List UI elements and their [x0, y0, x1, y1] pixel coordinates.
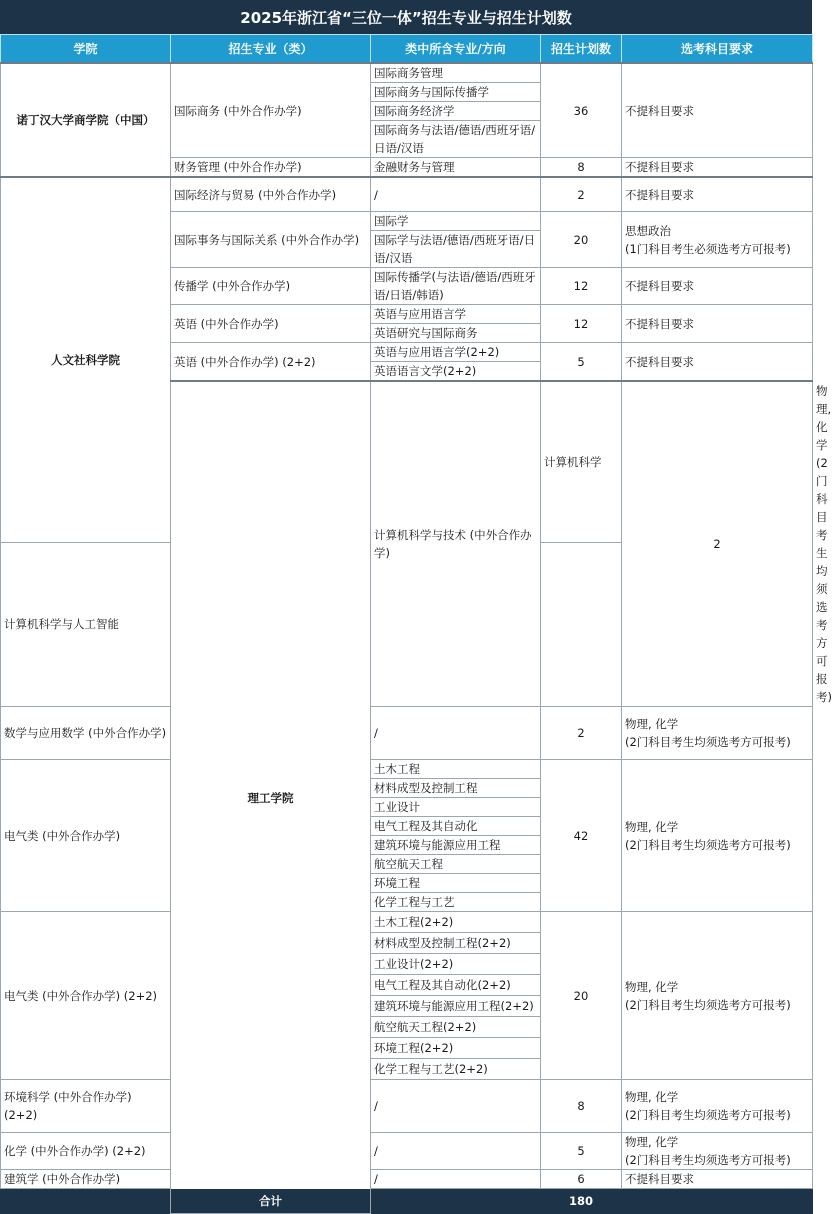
requirement-subjects: 物理, 化学 — [625, 1135, 679, 1149]
direction-cell: 化学工程与工艺(2+2) — [371, 1059, 541, 1080]
direction-cell: 环境工程 — [371, 874, 541, 893]
quota-cell: 5 — [541, 1133, 622, 1170]
direction-cell: 航空航天工程(2+2) — [371, 1017, 541, 1038]
major-cell: 传播学 (中外合作办学) — [171, 268, 371, 305]
direction-cell: / — [371, 1080, 541, 1133]
major-cell: 计算机科学与技术 (中外合作办学) — [371, 381, 541, 707]
requirement-cell: 不提科目要求 — [622, 1170, 813, 1189]
requirement-note: (2门科目考生均须选考方可报考) — [625, 1108, 791, 1122]
major-cell: 电气类 (中外合作办学) — [1, 760, 171, 912]
major-cell: 环境科学 (中外合作办学) (2+2) — [1, 1080, 171, 1133]
college-cell: 理工学院 — [171, 381, 371, 1214]
direction-cell: 计算机科学与人工智能 — [1, 542, 171, 706]
direction-cell: 建筑环境与能源应用工程 — [371, 836, 541, 855]
direction-cell: / — [371, 1133, 541, 1170]
direction-cell: 土木工程(2+2) — [371, 912, 541, 933]
quota-cell: 36 — [541, 63, 622, 158]
requirement-note: (2门科目考生均须选考方可报考) — [625, 735, 791, 749]
header-college: 学院 — [1, 35, 171, 64]
direction-cell: 国际商务与法语/德语/西班牙语/日语/汉语 — [371, 121, 541, 158]
direction-cell: 工业设计(2+2) — [371, 954, 541, 975]
direction-cell: 国际商务管理 — [371, 63, 541, 83]
requirement-subjects: 思想政治 — [625, 223, 671, 238]
direction-cell: / — [371, 1170, 541, 1189]
direction-cell: 材料成型及控制工程 — [371, 779, 541, 798]
total-label: 合计 — [1, 1189, 541, 1214]
requirement-cell — [622, 760, 813, 912]
header-row — [1, 35, 813, 64]
major-cell: 化学 (中外合作办学) (2+2) — [1, 1133, 171, 1170]
direction-cell: 电气工程及其自动化 — [371, 817, 541, 836]
table-row — [1, 177, 813, 212]
total-empty — [622, 1189, 813, 1214]
requirement-cell — [622, 1080, 813, 1133]
direction-cell: 国际商务经济学 — [371, 102, 541, 121]
major-cell: 电气类 (中外合作办学) (2+2) — [1, 912, 171, 1080]
requirement-note: (2门科目考生均须选考方可报考) — [625, 997, 791, 1012]
quota-cell: 2 — [622, 381, 813, 707]
quota-cell: 2 — [541, 177, 622, 212]
direction-cell: 计算机科学 — [541, 381, 622, 542]
major-cell: 英语 (中外合作办学) — [171, 305, 371, 343]
header-requirement: 选考科目要求 — [622, 35, 813, 64]
major-cell: 建筑学 (中外合作办学) — [1, 1170, 171, 1189]
major-cell: 英语 (中外合作办学) (2+2) — [171, 343, 371, 382]
requirement-cell — [622, 1133, 813, 1170]
enrollment-table — [0, 34, 832, 1214]
direction-cell: 化学工程与工艺 — [371, 893, 541, 912]
major-cell: 财务管理 (中外合作办学) — [171, 158, 371, 178]
direction-cell: 国际商务与国际传播学 — [371, 83, 541, 102]
quota-cell: 12 — [541, 305, 622, 343]
quota-cell: 8 — [541, 1080, 622, 1133]
table-row — [1, 707, 813, 760]
requirement-cell: 不提科目要求 — [622, 268, 813, 305]
quota-cell: 6 — [541, 1170, 622, 1189]
header-major: 招生专业（类） — [171, 35, 371, 64]
college-cell: 人文社科学院 — [1, 177, 171, 542]
major-cell: 数学与应用数学 (中外合作办学) — [1, 707, 171, 760]
total-value: 180 — [541, 1189, 622, 1214]
direction-cell: 土木工程 — [371, 760, 541, 779]
requirement-cell — [622, 912, 813, 1080]
requirement-cell: 不提科目要求 — [622, 177, 813, 212]
direction-cell: 航空航天工程 — [371, 855, 541, 874]
direction-cell: 建筑环境与能源应用工程(2+2) — [371, 996, 541, 1017]
requirement-subjects: 物理, 化学 — [625, 979, 679, 994]
quota-cell: 5 — [541, 343, 622, 382]
table-row: 理工学院 计算机科学与技术 (中外合作办学) 计算机科学 2 物理, 化学 (2门科目考生均须选考方可报考) — [1, 381, 813, 542]
table-row — [1, 63, 813, 83]
quota-cell: 12 — [541, 268, 622, 305]
direction-cell: 国际学 — [371, 212, 541, 231]
requirement-cell: 不提科目要求 — [622, 158, 813, 178]
direction-cell: 材料成型及控制工程(2+2) — [371, 933, 541, 954]
table-row — [1, 760, 813, 779]
total-row — [1, 1189, 813, 1214]
direction-cell: 英语与应用语言学 — [371, 305, 541, 324]
table-row — [1, 1133, 813, 1170]
major-cell: 国际商务 (中外合作办学) — [171, 63, 371, 158]
quota-cell: 8 — [541, 158, 622, 178]
direction-cell: 电气工程及其自动化(2+2) — [371, 975, 541, 996]
table-row — [1, 1080, 813, 1133]
quota-cell: 2 — [541, 707, 622, 760]
requirement-cell: 不提科目要求 — [622, 63, 813, 158]
college-cell: 诺丁汉大学商学院（中国） — [1, 63, 171, 177]
direction-cell: 英语研究与国际商务 — [371, 324, 541, 343]
major-cell: 国际事务与国际关系 (中外合作办学) — [171, 212, 371, 268]
table-row — [1, 1170, 813, 1189]
quota-cell: 42 — [541, 760, 622, 912]
direction-cell: 英语语言文学(2+2) — [371, 362, 541, 382]
table-row — [1, 912, 813, 933]
requirement-cell — [622, 707, 813, 760]
header-quota: 招生计划数 — [541, 35, 622, 64]
direction-cell: / — [371, 177, 541, 212]
requirement-note: (2门科目考生均须选考方可报考) — [625, 837, 791, 852]
requirement-cell — [622, 212, 813, 268]
direction-cell: 金融财务与管理 — [371, 158, 541, 178]
requirement-subjects: 物理, 化学 — [625, 717, 679, 731]
requirement-cell: 不提科目要求 — [622, 305, 813, 343]
quota-cell: 20 — [541, 212, 622, 268]
quota-cell: 20 — [541, 912, 622, 1080]
header-directions: 类中所含专业/方向 — [371, 35, 541, 64]
requirement-note: (2门科目考生均须选考方可报考) — [625, 1153, 791, 1167]
requirement-note: (1门科目考生必须选考方可报考) — [625, 241, 791, 256]
direction-cell: 国际传播学(与法语/德语/西班牙语/日语/韩语) — [371, 268, 541, 305]
direction-cell: 环境工程(2+2) — [371, 1038, 541, 1059]
requirement-cell: 不提科目要求 — [622, 343, 813, 382]
direction-cell: 工业设计 — [371, 798, 541, 817]
direction-cell: 英语与应用语言学(2+2) — [371, 343, 541, 362]
major-cell: 国际经济与贸易 (中外合作办学) — [171, 177, 371, 212]
direction-cell: / — [371, 707, 541, 760]
requirement-subjects: 物理, 化学 — [625, 1090, 679, 1104]
requirement-subjects: 物理, 化学 — [625, 819, 679, 834]
direction-cell: 国际学与法语/德语/西班牙语/日语/汉语 — [371, 231, 541, 268]
page-title: 2025年浙江省“三位一体”招生专业与招生计划数 — [0, 0, 812, 34]
